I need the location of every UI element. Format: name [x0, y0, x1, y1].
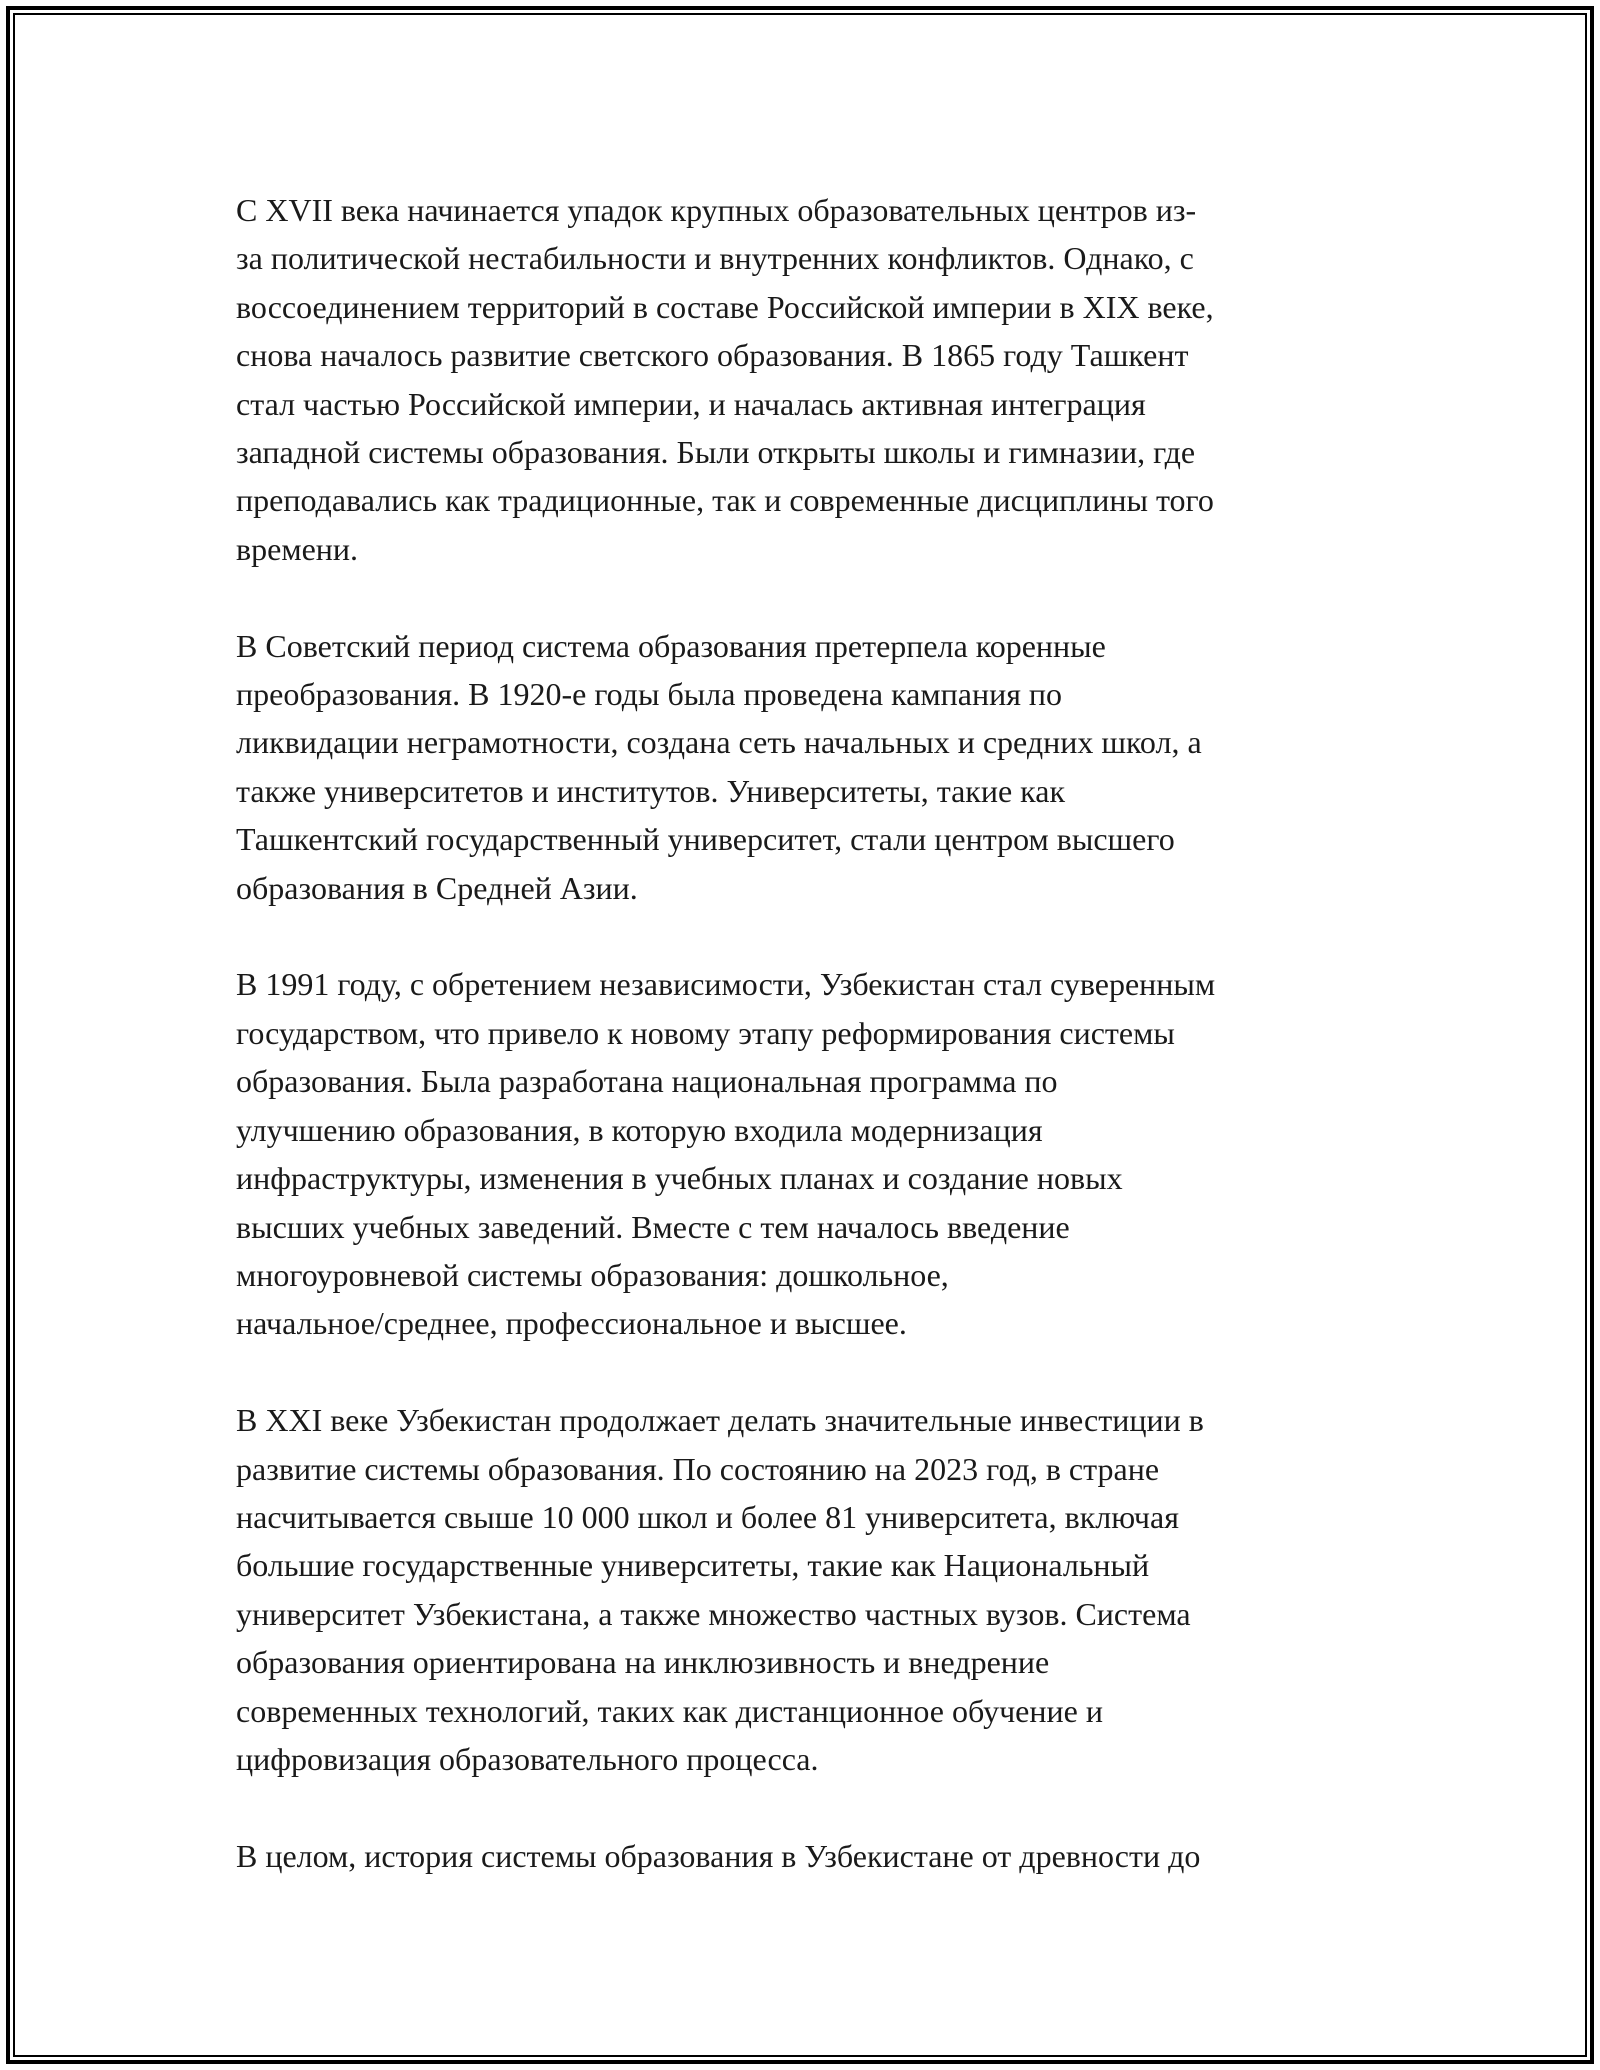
paragraph-xvii-century — [236, 186, 1386, 573]
paragraph-soviet-period — [236, 622, 1386, 912]
text-line: снова началось развитие светского образования. В 1865 году Ташкент — [236, 337, 1189, 374]
text-line: Ташкентский государственный университет, стали центром высшего — [236, 821, 1175, 858]
text-line: В Советский период система образования претерпела коренные — [236, 627, 1106, 664]
text-line: цифровизация образовательного процесса. — [236, 1740, 819, 1777]
text-line: образования ориентирована на инклюзивность и внедрение — [236, 1644, 1050, 1681]
text-line: многоуровневой системы образования: дошкольное, — [236, 1256, 949, 1293]
text-line: развитие системы образования. По состоянию на 2023 год, в стране — [236, 1450, 1160, 1487]
paragraph-conclusion — [236, 1832, 1386, 1880]
text-line: университет Узбекистана, а также множество частных вузов. Система — [236, 1595, 1191, 1632]
paragraph-independence — [236, 960, 1386, 1347]
text-line: В целом, история системы образования в Узбекистане от древности до — [236, 1837, 1201, 1874]
text-line: образования. Была разработана национальная программа по — [236, 1063, 1058, 1100]
text-line: большие государственные университеты, такие как Национальный — [236, 1547, 1150, 1584]
text-line: улучшению образования, в которую входила модернизация — [236, 1111, 1043, 1148]
text-line: образования в Средней Азии. — [236, 869, 638, 906]
text-line: начальное/среднее, профессиональное и высшее. — [236, 1305, 907, 1342]
text-line: высших учебных заведений. Вместе с тем началось введение — [236, 1208, 1070, 1245]
text-line: стал частью Российской империи, и началась активная интеграция — [236, 385, 1146, 422]
text-line: насчитывается свыше 10 000 школ и более 81 университета, включая — [236, 1498, 1179, 1535]
text-line: В XXI веке Узбекистан продолжает делать значительные инвестиции в — [236, 1402, 1204, 1439]
text-line: времени. — [236, 530, 359, 567]
text-line: также университетов и институтов. Университеты, такие как — [236, 772, 1065, 809]
text-line: государством, что привело к новому этапу реформирования системы — [236, 1014, 1175, 1051]
text-line: ликвидации неграмотности, создана сеть начальных и средних школ, а — [236, 724, 1202, 761]
text-line: западной системы образования. Были открыты школы и гимназии, где — [236, 434, 1196, 471]
text-line: современных технологий, таких как дистанционное обучение и — [236, 1692, 1103, 1729]
text-line: В 1991 году, с обретением независимости, Узбекистан стал суверенным — [236, 966, 1216, 1003]
text-line: С XVII века начинается упадок крупных образовательных центров из- — [236, 192, 1197, 228]
text-line: за политической нестабильности и внутренних конфликтов. Однако, с — [236, 240, 1194, 277]
text-line: преобразования. В 1920-е годы была проведена кампания по — [236, 676, 1063, 713]
document-body — [236, 186, 1386, 1929]
text-line: воссоединением территорий в составе Российской империи в XIX веке, — [236, 288, 1214, 325]
paragraph-xxi-century — [236, 1396, 1386, 1783]
text-line: преподавались как традиционные, так и современные дисциплины того — [236, 482, 1214, 519]
text-line: инфраструктуры, изменения в учебных планах и создание новых — [236, 1160, 1123, 1197]
